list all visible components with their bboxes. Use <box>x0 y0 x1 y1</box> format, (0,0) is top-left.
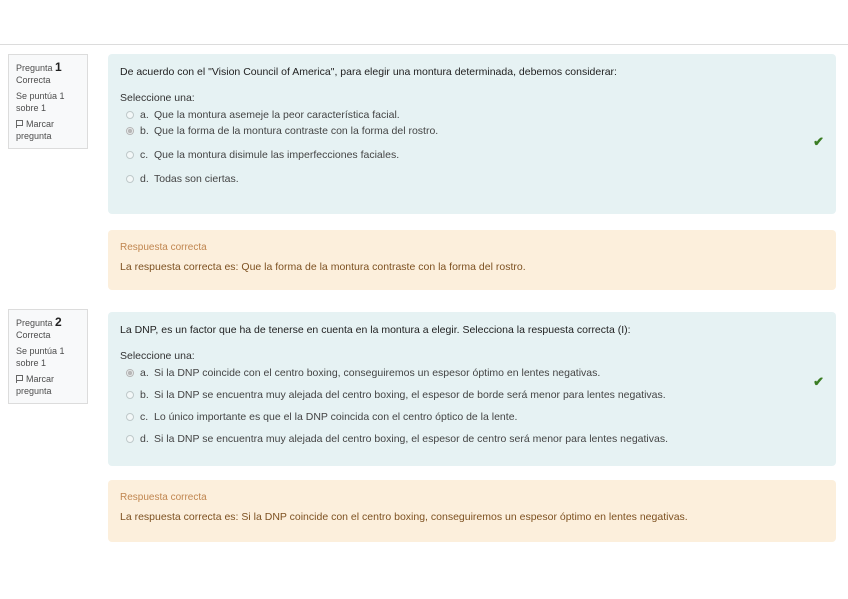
question-1-feedback <box>108 230 836 290</box>
header-divider <box>0 44 848 45</box>
answer-options <box>120 107 824 187</box>
answer-prompt: Seleccione una: <box>120 350 195 362</box>
flag-question-link[interactable]: Marcar pregunta <box>16 374 55 396</box>
feedback-title: Respuesta correcta <box>120 492 207 503</box>
question-2-info <box>8 309 88 404</box>
option-c[interactable]: c. Que la montura disimule las imperfecciones faciales. <box>120 147 824 163</box>
flag-icon <box>16 375 24 383</box>
radio-icon[interactable] <box>126 175 134 183</box>
answer-options <box>120 365 824 447</box>
question-state: Correcta <box>16 330 51 340</box>
option-d[interactable]: d. Si la DNP se encuentra muy alejada del centro boxing, el espesor de centro será menor para lentes negativas. <box>120 431 824 447</box>
question-1-info <box>8 54 88 149</box>
question-grade: Se puntúa 1 sobre 1 <box>16 346 65 368</box>
radio-icon[interactable] <box>126 151 134 159</box>
check-icon: ✔ <box>813 134 824 149</box>
question-number: Pregunta 1 <box>16 60 62 74</box>
question-1-content <box>108 54 836 214</box>
question-2-content <box>108 312 836 466</box>
radio-icon[interactable] <box>126 391 134 399</box>
question-grade: Se puntúa 1 sobre 1 <box>16 91 65 113</box>
check-icon: ✔ <box>813 374 824 389</box>
question-text: La DNP, es un factor que ha de tenerse en cuenta en la montura a elegir. Selecciona la respuesta correcta (I): <box>120 324 631 336</box>
radio-icon[interactable] <box>126 435 134 443</box>
question-state: Correcta <box>16 75 51 85</box>
radio-icon[interactable] <box>126 413 134 421</box>
radio-icon[interactable] <box>126 127 134 135</box>
radio-icon[interactable] <box>126 369 134 377</box>
flag-icon <box>16 120 24 128</box>
option-a[interactable]: a. Si la DNP coincide con el centro boxing, conseguiremos un espesor óptimo en lentes negativas. <box>120 365 824 381</box>
flag-question-link[interactable]: Marcar pregunta <box>16 119 55 141</box>
question-text: De acuerdo con el "Vision Council of America", para elegir una montura determinada, debemos considerar: <box>120 66 617 78</box>
option-c[interactable]: c. Lo único importante es que el la DNP coincida con el centro óptico de la lente. <box>120 409 824 425</box>
option-d[interactable]: d. Todas son ciertas. <box>120 171 824 187</box>
answer-prompt: Seleccione una: <box>120 92 195 104</box>
right-answer: La respuesta correcta es: Que la forma de la montura contraste con la forma del rostro. <box>120 261 526 273</box>
option-a[interactable]: a. Que la montura asemeje la peor característica facial. <box>120 107 824 123</box>
option-b[interactable]: b. Que la forma de la montura contraste con la forma del rostro. <box>120 123 824 139</box>
option-b[interactable]: b. Si la DNP se encuentra muy alejada del centro boxing, el espesor de borde será menor para lentes negativas. <box>120 387 824 403</box>
feedback-title: Respuesta correcta <box>120 242 207 253</box>
question-2-feedback <box>108 480 836 542</box>
radio-icon[interactable] <box>126 111 134 119</box>
right-answer: La respuesta correcta es: Si la DNP coincide con el centro boxing, conseguiremos un espesor óptimo en lentes negativas. <box>120 511 688 523</box>
question-number: Pregunta 2 <box>16 315 62 329</box>
